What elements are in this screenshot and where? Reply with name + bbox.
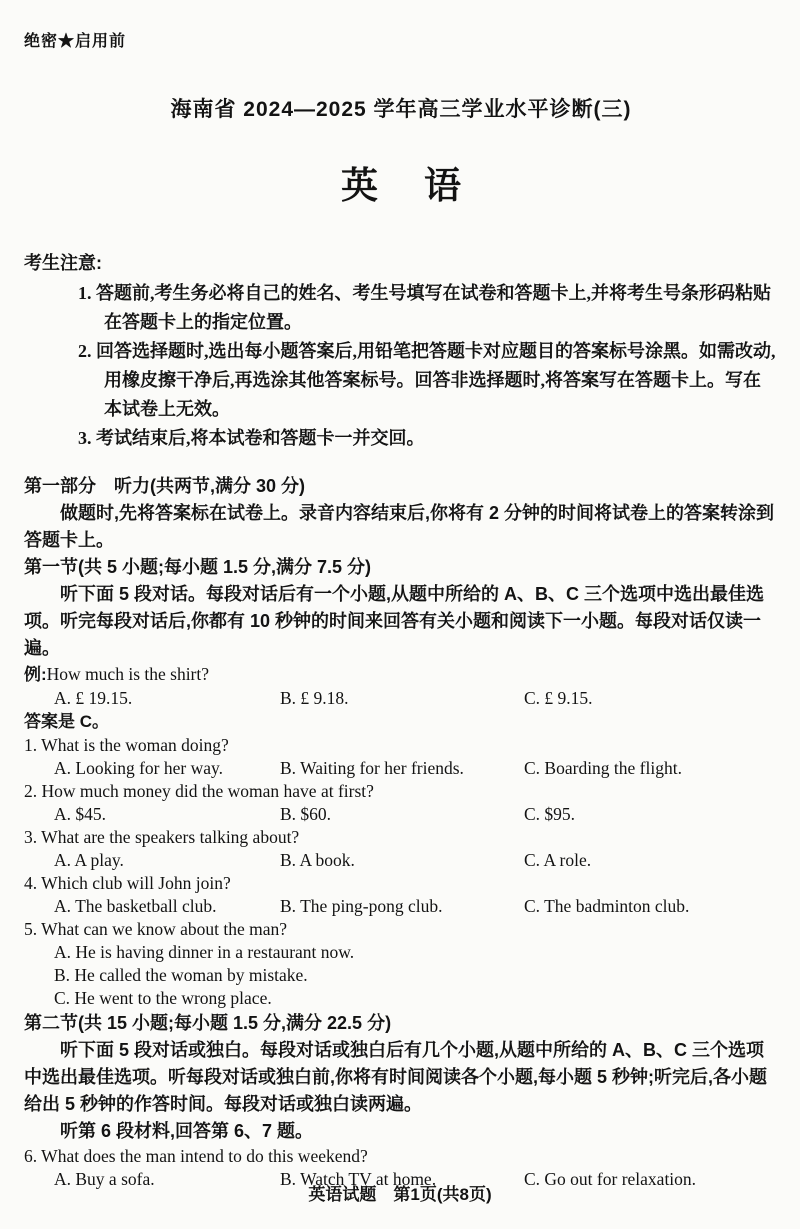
question-6-option-c: C. Go out for relaxation.: [524, 1169, 697, 1189]
example-option-a: A. £ 19.15.: [54, 688, 133, 708]
question-3-option-a: A. A play.: [54, 850, 124, 870]
notice-item-2: 2. 回答选择题时,选出每小题答案后,用铅笔把答题卡对应题目的答案标号涂黑。如需改动,用橡皮擦干净后,再选涂其他答案标号。回答非选择题时,将答案写在答题卡上。写在本试卷上无效。: [78, 341, 776, 419]
subject-title: 英语: [341, 165, 507, 206]
question-6-text: 6. What does the man intend to do this weekend?: [24, 1146, 368, 1166]
notice-heading: 考生注意:: [24, 253, 102, 273]
question-4-text: 4. Which club will John join?: [24, 873, 231, 893]
question-5-text: 5. What can we know about the man?: [24, 919, 288, 939]
question-1-option-c: C. Boarding the flight.: [524, 758, 682, 778]
question-4: [24, 872, 778, 918]
section1-heading: 第一节(共 5 小题;每小题 1.5 分,满分 7.5 分): [24, 557, 372, 577]
question-3-options: [54, 849, 778, 872]
example-question: [24, 662, 778, 687]
question-6-option-b: B. Watch TV at home.: [280, 1169, 437, 1189]
question-5-option-b: B. He called the woman by mistake.: [54, 965, 308, 985]
question-1-text: 1. What is the woman doing?: [24, 735, 229, 755]
question-3-option-b: B. A book.: [280, 850, 355, 870]
question-4-options: [54, 895, 778, 918]
notice-item-3: 3. 考试结束后,将本试卷和答题卡一并交回。: [78, 428, 425, 448]
part1-intro: 做题时,先将答案标在试卷上。录音内容结束后,你将有 2 分钟的时间将试卷上的答案转涂到答题卡上。: [24, 503, 775, 550]
question-2-options: [54, 803, 778, 826]
example-option-b: B. £ 9.18.: [280, 688, 349, 708]
question-3: [24, 826, 778, 872]
section2-instructions: 听下面 5 段对话或独白。每段对话或独白后有几个小题,从题中所给的 A、B、C 三个选项中选出最佳选项。听每段对话或独白前,你将有时间阅读各个小题,每小题 5 秒钟;听完后,各小题给出 5 秒钟的作答时间。每段对话或独白读两遍。: [24, 1040, 768, 1114]
question-2: [24, 780, 778, 826]
question-1-option-a: A. Looking for her way.: [54, 758, 223, 778]
notice-item-1: 1. 答题前,考生务必将自己的姓名、考生号填写在试卷和答题卡上,并将考生号条形码粘贴在答题卡上的指定位置。: [78, 283, 771, 332]
example-option-c: C. £ 9.15.: [524, 688, 593, 708]
example-prefix: 例:: [24, 665, 47, 684]
example-question-text: How much is the shirt?: [46, 664, 210, 684]
question-2-option-c: C. $95.: [524, 804, 576, 824]
part1-heading: 第一部分 听力(共两节,满分 30 分): [24, 476, 306, 496]
question-4-option-a: A. The basketball club.: [54, 896, 217, 916]
question-3-option-c: C. A role.: [524, 850, 592, 870]
question-5-option-a: A. He is having dinner in a restaurant now.: [54, 942, 355, 962]
classification-label: 绝密★启用前: [24, 33, 127, 50]
question-3-text: 3. What are the speakers talking about?: [24, 827, 300, 847]
page-title: 海南省 2024—2025 学年高三学业水平诊断(三): [170, 98, 632, 121]
question-6-option-a: A. Buy a sofa.: [54, 1169, 155, 1189]
example-answer: 答案是 C。: [24, 712, 109, 731]
question-1-options: [54, 757, 778, 780]
page-footer: 英语试题 第1页(共8页): [308, 1185, 492, 1204]
section2-heading: 第二节(共 15 小题;每小题 1.5 分,满分 22.5 分): [24, 1013, 392, 1033]
question-5-options: [54, 941, 778, 1010]
question-2-option-b: B. $60.: [280, 804, 332, 824]
section2-material6-line: 听第 6 段材料,回答第 6、7 题。: [60, 1121, 314, 1141]
question-2-option-a: A. $45.: [54, 804, 107, 824]
question-4-option-c: C. The badminton club.: [524, 896, 690, 916]
section1-instructions: 听下面 5 段对话。每段对话后有一个小题,从题中所给的 A、B、C 三个选项中选出最佳选项。听完每段对话后,你都有 10 秒钟的时间来回答有关小题和阅读下一小题。每段对话仅读一遍。: [24, 584, 765, 658]
question-1: [24, 734, 778, 780]
question-2-text: 2. How much money did the woman have at first?: [24, 781, 374, 801]
question-5: [24, 918, 778, 1010]
question-4-option-b: B. The ping-pong club.: [280, 896, 443, 916]
example-options: [54, 687, 778, 710]
question-5-option-c: C. He went to the wrong place.: [54, 988, 272, 1008]
question-1-option-b: B. Waiting for her friends.: [280, 758, 464, 778]
notice-list: [24, 279, 778, 453]
